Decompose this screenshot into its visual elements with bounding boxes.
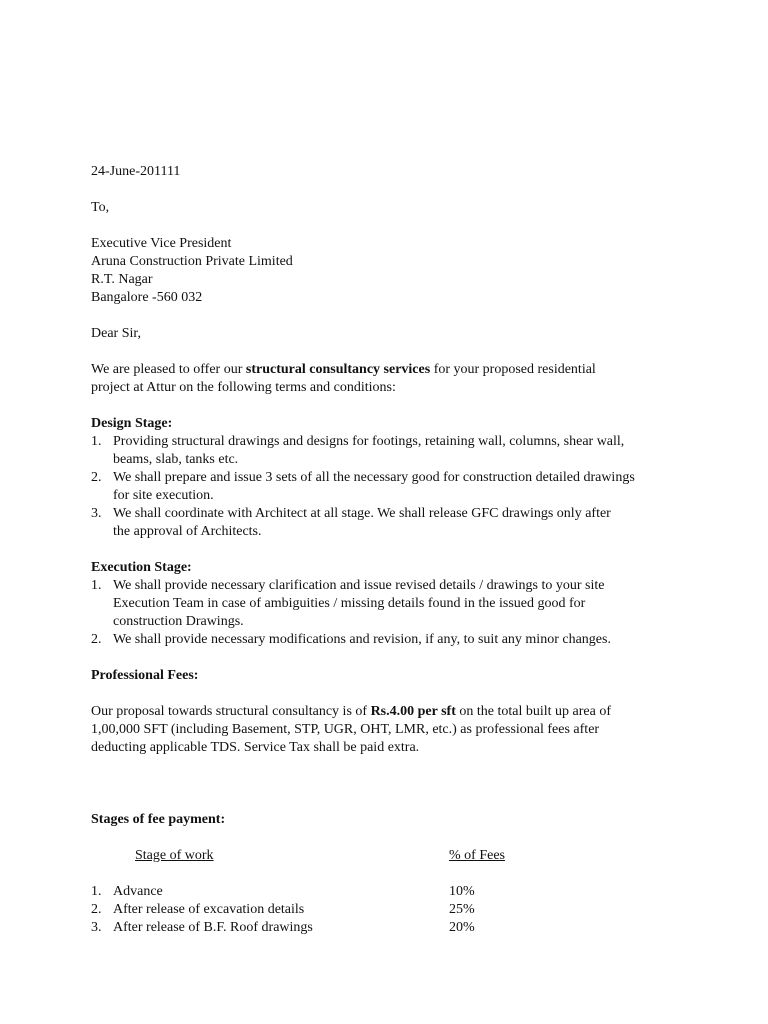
row-percent: 25%: [449, 902, 475, 917]
row-number: 1.: [91, 884, 102, 899]
list-item: [91, 577, 691, 631]
column-header-percent: % of Fees: [449, 848, 505, 863]
letter-date: 24-June-201111: [91, 164, 181, 179]
list-item: [91, 505, 691, 541]
list-text: Execution Team in case of ambiguities / missing details found in the issued good for: [113, 596, 586, 611]
letter-body: [91, 163, 691, 937]
execution-stage-heading: Execution Stage:: [91, 560, 192, 575]
list-item: [91, 631, 691, 649]
intro-text: We are pleased to offer our: [91, 362, 246, 377]
row-number: 2.: [91, 902, 102, 917]
row-stage: After release of excavation details: [113, 902, 305, 917]
address-line: R.T. Nagar: [91, 272, 153, 287]
fees-text: 1,00,000 SFT (including Basement, STP, UGR, OHT, LMR, etc.) as professional fees after: [91, 722, 600, 737]
row-percent: 20%: [449, 920, 475, 935]
intro-paragraph: [91, 361, 691, 397]
intro-text: for your proposed residential: [430, 362, 596, 377]
intro-text: project at Attur on the following terms and conditions:: [91, 380, 396, 395]
design-stage-list: [91, 433, 691, 541]
address-line: Executive Vice President: [91, 236, 232, 251]
execution-stage-section: [91, 559, 691, 649]
professional-fees-heading: Professional Fees:: [91, 668, 199, 683]
table-row: [91, 919, 691, 937]
table-row: [91, 901, 691, 919]
address-line: Aruna Construction Private Limited: [91, 254, 293, 269]
recipient-address: [91, 235, 691, 307]
list-text: beams, slab, tanks etc.: [113, 452, 239, 467]
list-text: We shall provide necessary clarification and issue revised details / drawings to your site: [113, 578, 605, 593]
row-stage: After release of B.F. Roof drawings: [113, 920, 313, 935]
list-text: Providing structural drawings and designs for footings, retaining wall, columns, shear wall,: [113, 434, 625, 449]
intro-bold-text: structural consultancy services: [245, 362, 431, 377]
fees-text: deducting applicable TDS. Service Tax shall be paid extra.: [91, 740, 420, 755]
fees-text: on the total built up area of: [455, 704, 611, 719]
fees-text: Our proposal towards structural consultancy is of: [91, 704, 371, 719]
list-number: 3.: [91, 506, 102, 521]
salutation-to: To,: [91, 200, 110, 215]
design-stage-section: [91, 415, 691, 541]
execution-stage-list: [91, 577, 691, 649]
list-number: 2.: [91, 470, 102, 485]
row-number: 3.: [91, 920, 102, 935]
fee-table-header: [91, 847, 691, 865]
row-stage: Advance: [113, 884, 163, 899]
list-text: We shall coordinate with Architect at all stage. We shall release GFC drawings only after: [113, 506, 611, 521]
list-number: 1.: [91, 434, 102, 449]
list-item: [91, 469, 691, 505]
address-line: Bangalore -560 032: [91, 290, 203, 305]
fee-payment-section: [91, 811, 691, 937]
list-text: We shall provide necessary modifications and revision, if any, to suit any minor changes.: [113, 632, 611, 647]
fee-payment-heading: Stages of fee payment:: [91, 812, 226, 827]
design-stage-heading: Design Stage:: [91, 416, 173, 431]
list-text: construction Drawings.: [113, 614, 244, 629]
list-item: [91, 433, 691, 469]
professional-fees-section: [91, 667, 691, 757]
fees-rate: Rs.4.00 per sft: [370, 704, 456, 719]
column-header-stage: Stage of work: [135, 848, 214, 863]
row-percent: 10%: [449, 884, 475, 899]
list-text: We shall prepare and issue 3 sets of all the necessary good for construction detailed drawings: [113, 470, 635, 485]
list-number: 1.: [91, 578, 102, 593]
greeting: Dear Sir,: [91, 326, 141, 341]
list-text: the approval of Architects.: [113, 524, 262, 539]
list-number: 2.: [91, 632, 102, 647]
list-text: for site execution.: [113, 488, 214, 503]
table-row: [91, 883, 691, 901]
